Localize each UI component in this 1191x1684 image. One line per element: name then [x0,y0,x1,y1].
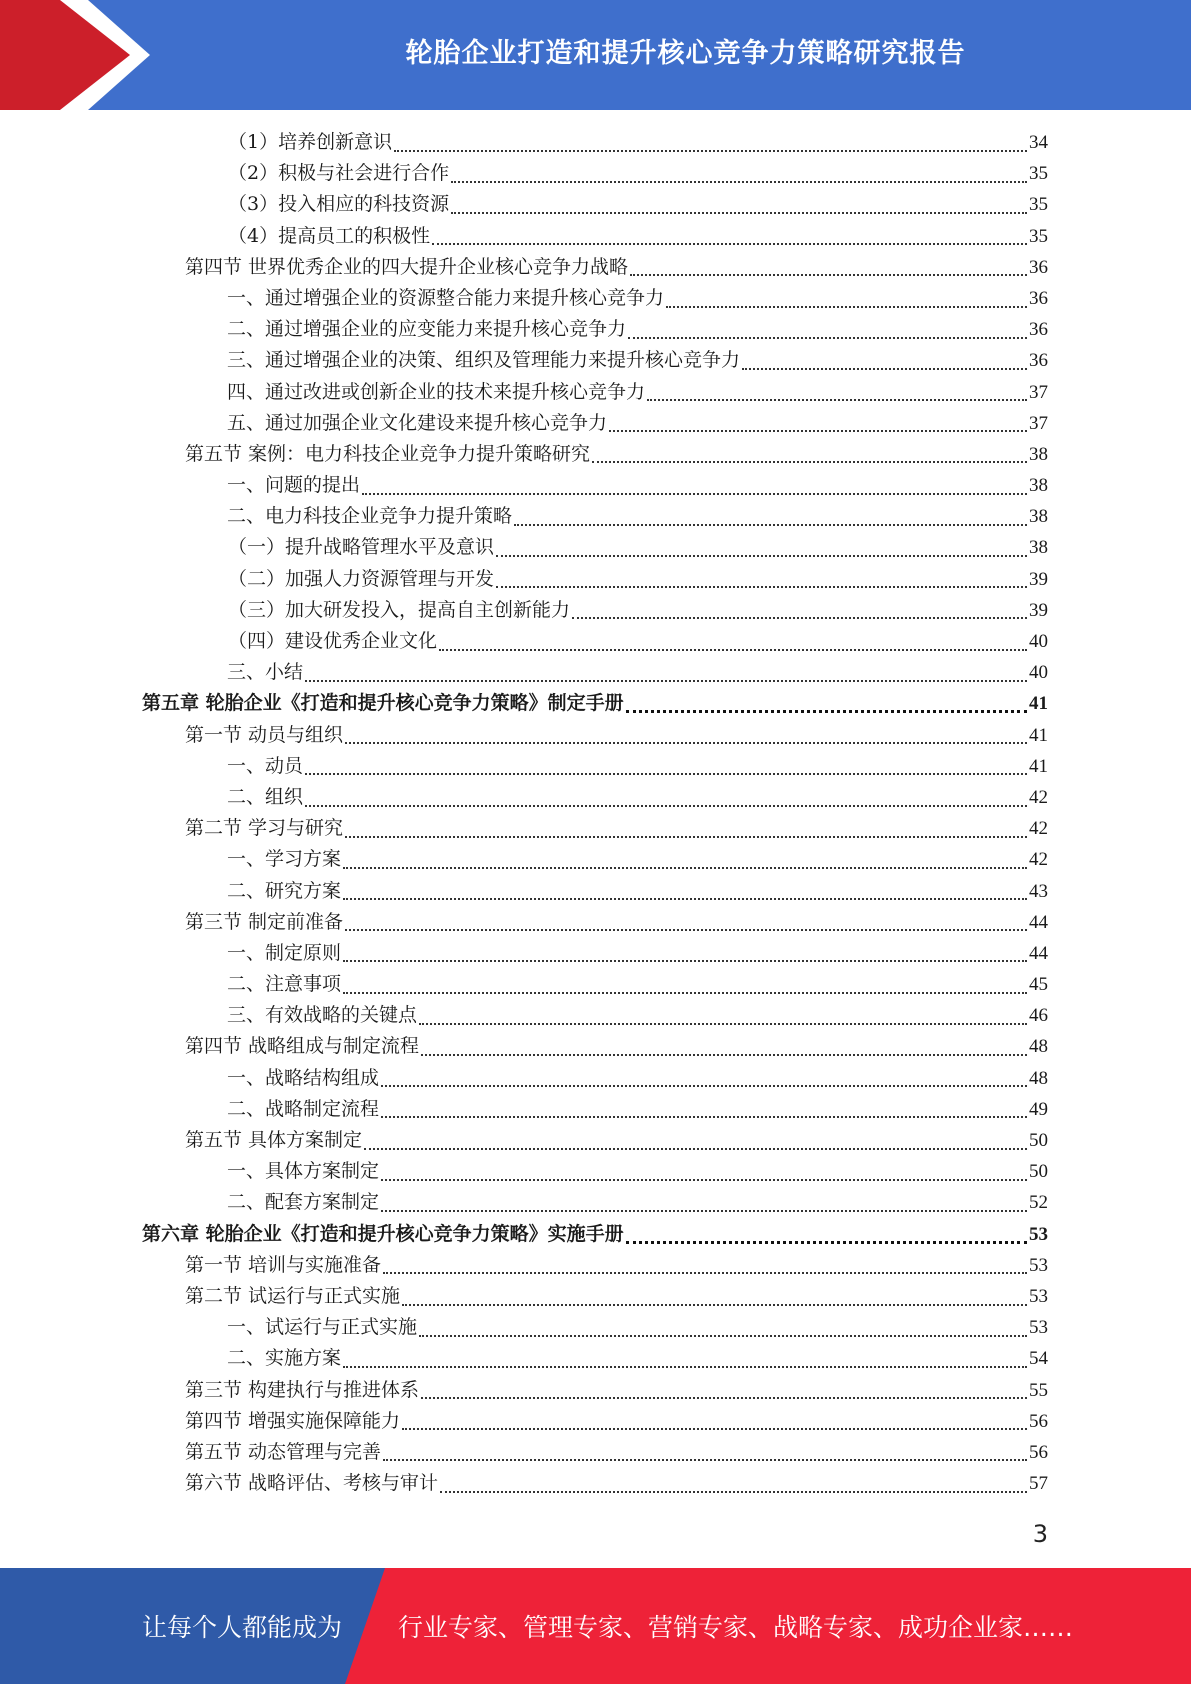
toc-entry-page: 35 [1029,194,1048,216]
toc-entry-title: 第五节 动态管理与完善 [185,1440,382,1463]
toc-entry[interactable] [0,314,1191,345]
toc-entry-title: （一）提升战略管理水平及意识 [228,536,495,559]
toc-entry-page: 38 [1029,443,1048,465]
toc-dot-leader [402,1284,1027,1306]
toc-dot-leader [345,722,1027,744]
toc-entry-title: 二、战略制定流程 [227,1097,380,1120]
toc-entry[interactable] [0,1250,1191,1281]
toc-entry-title: 二、组织 [227,785,304,808]
toc-entry-title: （2）积极与社会进行合作 [228,162,450,185]
toc-entry-page: 43 [1029,880,1048,902]
toc-entry-title: 一、通过增强企业的资源整合能力来提升核心竞争力 [227,286,665,309]
toc-entry-page: 56 [1029,1441,1048,1463]
page-number: 3 [1032,1520,1048,1548]
toc-entry[interactable] [0,345,1191,376]
toc-entry-page: 44 [1029,942,1048,964]
toc-entry[interactable] [0,1437,1191,1468]
toc-entry-page: 35 [1029,163,1048,185]
toc-entry[interactable] [0,501,1191,532]
toc-entry-title: （3）投入相应的科技资源 [228,193,450,216]
toc-dot-leader [305,785,1027,807]
toc-entry[interactable] [0,408,1191,439]
toc-dot-leader [451,161,1027,183]
toc-entry-title: 第二节 试运行与正式实施 [185,1284,401,1307]
toc-entry-title: 一、动员 [227,754,304,777]
toc-entry[interactable] [0,1468,1191,1499]
toc-dot-leader [630,254,1027,276]
toc-entry-page: 36 [1029,319,1048,341]
toc-dot-leader [381,1096,1027,1118]
toc-entry[interactable] [0,969,1191,1000]
toc-entry-title: 二、配套方案制定 [227,1191,380,1214]
toc-dot-leader [432,223,1027,245]
toc-entry-title: 四、通过改进或创新企业的技术来提升核心竞争力 [227,380,646,403]
toc-entry[interactable] [0,1000,1191,1031]
toc-dot-leader [362,473,1027,495]
report-title: 轮胎企业打造和提升核心竞争力策略研究报告 [405,37,966,69]
toc-entry-page: 38 [1029,537,1048,559]
toc-entry-page: 40 [1029,631,1048,652]
toc-dot-leader [439,629,1027,651]
toc-entry-page: 53 [1029,1254,1048,1276]
toc-entry-page: 50 [1029,1161,1048,1183]
toc-entry[interactable] [0,876,1191,907]
toc-entry-page: 45 [1029,974,1048,996]
toc-entry[interactable] [0,283,1191,314]
toc-dot-leader [572,597,1027,619]
toc-dot-leader [742,348,1027,370]
toc-dot-leader [381,1159,1027,1181]
table-of-contents [0,127,1191,1499]
toc-entry[interactable] [0,252,1191,283]
toc-dot-leader [626,690,1027,713]
toc-entry[interactable] [0,1406,1191,1437]
toc-entry-page: 56 [1029,1410,1048,1432]
toc-dot-leader [343,972,1027,994]
toc-entry-title: 第六章 轮胎企业《打造和提升核心竞争力策略》实施手册 [142,1222,624,1245]
toc-entry[interactable] [0,938,1191,969]
toc-entry-title: 第三节 构建执行与推进体系 [185,1378,420,1401]
toc-entry-page: 41 [1029,693,1048,715]
toc-entry[interactable] [0,1219,1191,1250]
toc-entry-page: 36 [1029,256,1048,278]
toc-entry[interactable] [0,1125,1191,1156]
toc-entry-title: （三）加大研发投入，提高自主创新能力 [228,598,571,621]
chevron-arrow-icon [0,0,200,110]
toc-entry-page: 49 [1029,1098,1048,1120]
toc-entry-page: 42 [1029,849,1048,871]
toc-dot-leader [421,1034,1027,1056]
toc-entry-page: 46 [1029,1005,1048,1027]
toc-dot-leader [383,1439,1027,1461]
toc-entry[interactable] [0,1312,1191,1343]
toc-entry-title: 第四节 战略组成与制定流程 [185,1035,420,1058]
toc-dot-leader [451,192,1027,214]
toc-dot-leader [345,816,1027,838]
toc-entry[interactable] [0,657,1191,688]
toc-entry[interactable] [0,813,1191,844]
toc-dot-leader [496,535,1027,557]
toc-dot-leader [343,847,1027,869]
toc-dot-leader [421,1377,1027,1399]
toc-entry[interactable] [0,1063,1191,1094]
toc-entry[interactable] [0,221,1191,252]
toc-entry-title: 一、具体方案制定 [227,1160,380,1183]
footer-slogan-right: 行业专家、管理专家、营销专家、战略专家、成功企业家…… [398,1613,1074,1642]
toc-dot-leader [647,379,1027,401]
toc-entry-page: 34 [1029,132,1048,153]
toc-dot-leader [345,909,1027,931]
toc-entry-title: 一、学习方案 [227,848,342,871]
toc-entry-title: 第一节 动员与组织 [185,723,344,746]
toc-entry[interactable] [0,782,1191,813]
toc-entry-page: 44 [1029,911,1048,933]
toc-entry-title: 二、研究方案 [227,879,342,902]
toc-entry[interactable] [0,626,1191,657]
toc-entry-page: 53 [1029,1223,1048,1245]
toc-entry-title: （1）培养创新意识 [228,131,393,153]
toc-dot-leader [402,1408,1027,1430]
toc-entry-title: 第一节 培训与实施准备 [185,1253,382,1276]
toc-entry-page: 55 [1029,1379,1048,1401]
toc-dot-leader [383,1252,1027,1274]
toc-entry[interactable] [0,1281,1191,1312]
toc-dot-leader [628,317,1027,339]
toc-entry[interactable] [0,377,1191,408]
toc-entry-title: 第五节 具体方案制定 [185,1129,363,1151]
toc-entry[interactable] [0,1094,1191,1125]
toc-dot-leader [626,1221,1027,1244]
toc-dot-leader [440,1471,1027,1493]
toc-dot-leader [496,566,1027,588]
toc-entry-title: 三、小结 [227,661,304,684]
toc-entry-title: （二）加强人力资源管理与开发 [228,567,495,590]
toc-entry[interactable] [0,1031,1191,1062]
toc-entry-page: 50 [1029,1130,1048,1151]
toc-entry-page: 36 [1029,287,1048,309]
toc-entry-title: 二、电力科技企业竞争力提升策略 [227,505,513,528]
toc-entry[interactable] [0,158,1191,189]
toc-entry-title: 二、通过增强企业的应变能力来提升核心竞争力 [227,318,627,341]
toc-entry[interactable] [0,688,1191,719]
toc-entry-title: 第五节 案例：电力科技企业竞争力提升策略研究 [185,442,591,465]
toc-entry-title: 一、试运行与正式实施 [227,1316,418,1339]
toc-entry-page: 41 [1029,755,1048,777]
toc-entry[interactable] [0,470,1191,501]
toc-dot-leader [419,1003,1027,1025]
toc-entry-page: 54 [1029,1348,1048,1370]
toc-entry-title: （4）提高员工的积极性 [228,224,431,247]
toc-entry-title: 第二节 学习与研究 [185,817,344,840]
toc-entry-title: 二、注意事项 [227,973,342,996]
toc-entry[interactable] [0,1187,1191,1218]
toc-dot-leader [364,1128,1027,1150]
toc-dot-leader [419,1315,1027,1337]
toc-entry[interactable] [0,595,1191,626]
toc-entry[interactable] [0,127,1191,158]
toc-entry-page: 35 [1029,225,1048,247]
toc-entry[interactable] [0,720,1191,751]
toc-entry-title: 第四节 世界优秀企业的四大提升企业核心竞争力战略 [185,255,629,278]
toc-entry[interactable] [0,751,1191,782]
toc-entry-page: 53 [1029,1285,1048,1307]
toc-entry-title: 第四节 增强实施保障能力 [185,1409,401,1432]
toc-entry[interactable] [0,1156,1191,1187]
toc-entry-page: 38 [1029,506,1048,528]
toc-entry-page: 39 [1029,568,1048,590]
toc-dot-leader [381,1190,1027,1212]
toc-entry-title: 一、问题的提出 [227,474,361,497]
toc-entry-title: 第五章 轮胎企业《打造和提升核心竞争力策略》制定手册 [142,692,624,715]
toc-entry[interactable] [0,1375,1191,1406]
header-banner [0,0,1191,110]
toc-entry[interactable] [0,439,1191,470]
toc-entry[interactable] [0,1343,1191,1374]
toc-entry-page: 36 [1029,350,1048,372]
footer-banner [0,1568,1191,1684]
toc-entry-page: 40 [1029,662,1048,684]
toc-entry[interactable] [0,564,1191,595]
toc-entry-title: 一、制定原则 [227,941,342,964]
toc-dot-leader [592,441,1027,463]
toc-entry-page: 48 [1029,1067,1048,1089]
toc-entry[interactable] [0,189,1191,220]
toc-entry-page: 52 [1029,1192,1048,1214]
toc-entry-title: 第三节 制定前准备 [185,910,344,933]
toc-entry-page: 48 [1029,1036,1048,1058]
toc-entry-title: 五、通过加强企业文化建设来提升核心竞争力 [227,411,608,434]
toc-entry-page: 57 [1029,1473,1048,1495]
toc-entry-page: 42 [1029,818,1048,840]
toc-entry-title: 第六节 战略评估、考核与审计 [185,1472,439,1495]
toc-entry-title: 二、实施方案 [227,1347,342,1370]
toc-entry-page: 38 [1029,475,1048,497]
toc-dot-leader [343,1346,1027,1368]
toc-dot-leader [343,878,1027,900]
toc-entry-title: 一、战略结构组成 [227,1066,380,1089]
toc-entry-page: 42 [1029,786,1048,808]
toc-dot-leader [305,753,1027,775]
toc-entry[interactable] [0,532,1191,563]
toc-entry-page: 39 [1029,599,1048,621]
toc-entry-page: 53 [1029,1317,1048,1339]
toc-dot-leader [305,660,1027,682]
toc-dot-leader [381,1065,1027,1087]
footer-slogan-left: 让每个人都能成为 [142,1613,343,1642]
toc-entry-title: 三、通过增强企业的决策、组织及管理能力来提升核心竞争力 [227,349,741,372]
toc-dot-leader [343,940,1027,962]
toc-dot-leader [514,504,1027,526]
toc-entry-title: 三、有效战略的关键点 [227,1004,418,1027]
toc-entry-page: 41 [1029,724,1048,746]
toc-entry[interactable] [0,907,1191,938]
toc-entry-title: （四）建设优秀企业文化 [228,630,438,652]
toc-entry[interactable] [0,844,1191,875]
toc-entry-page: 37 [1029,412,1048,434]
toc-entry-page: 37 [1029,381,1048,403]
toc-dot-leader [609,410,1027,432]
toc-dot-leader [394,130,1027,152]
toc-dot-leader [666,286,1027,308]
